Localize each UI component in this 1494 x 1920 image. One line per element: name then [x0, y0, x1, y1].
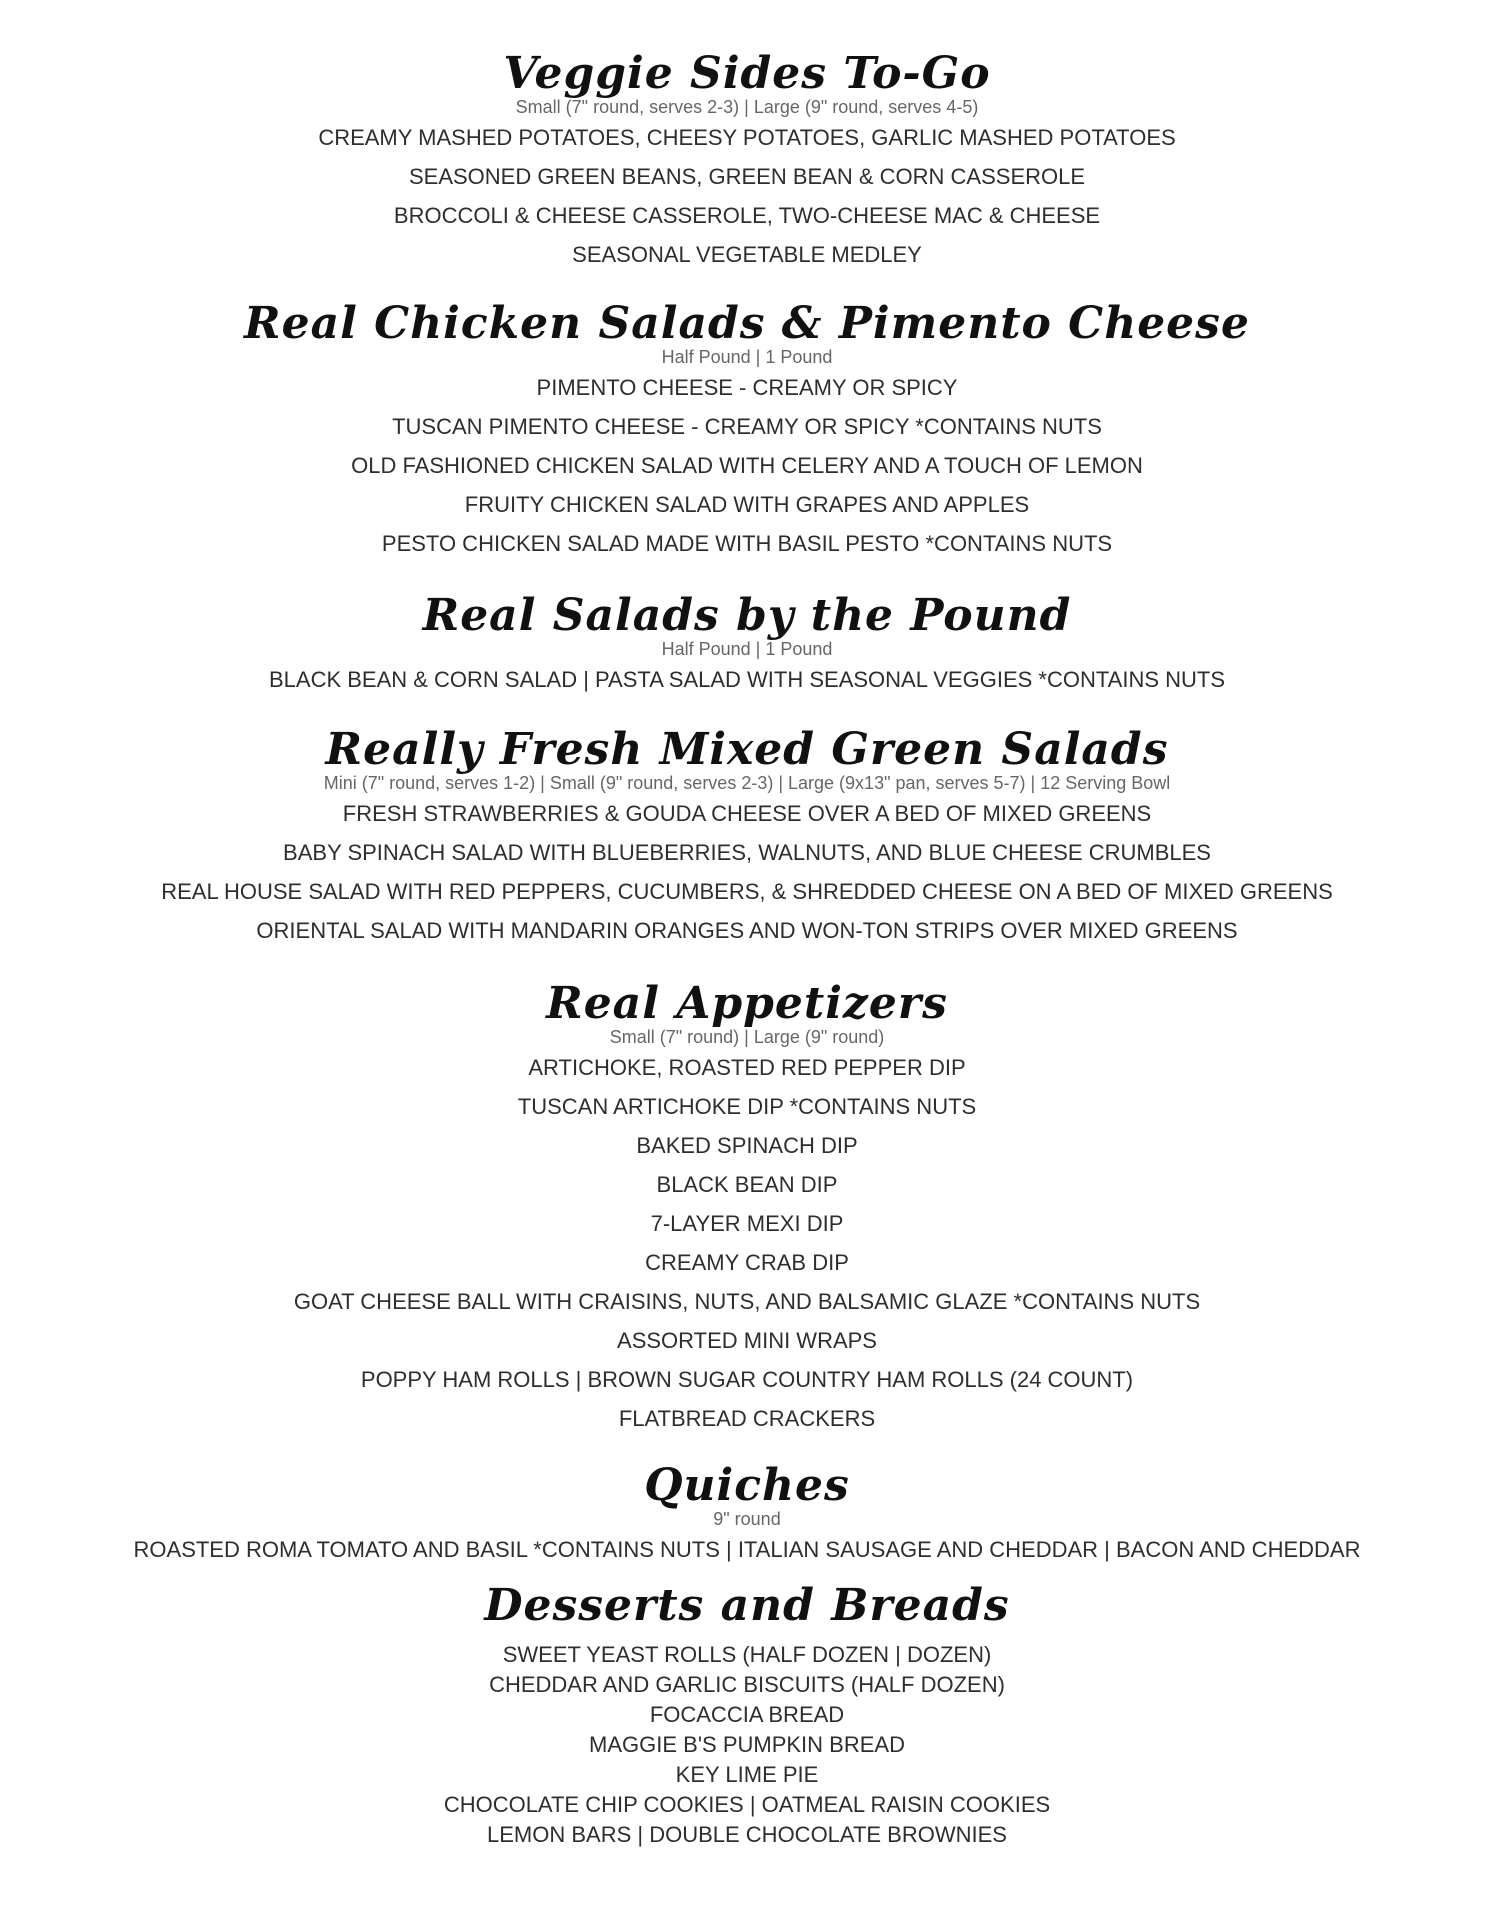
menu-item: SEASONED GREEN BEANS, GREEN BEAN & CORN CASSEROLE [408, 164, 1086, 189]
menu-item: CHEDDAR AND GARLIC BISCUITS (HALF DOZEN) [489, 1672, 1005, 1697]
section-chicken-salads [0, 298, 1494, 563]
menu-item: 7-LAYER MEXI DIP [650, 1211, 844, 1236]
section-title: Real Salads by the Pound [422, 590, 1072, 641]
menu-item: SWEET YEAST ROLLS (HALF DOZEN | DOZEN) [502, 1642, 992, 1667]
menu-item: REAL HOUSE SALAD WITH RED PEPPERS, CUCUMBERS, & SHREDDED CHEESE ON A BED OF MIXED GREENS [161, 879, 1333, 904]
menu-item: ROASTED ROMA TOMATO AND BASIL *CONTAINS NUTS | ITALIAN SAUSAGE AND CHEDDAR | BACON AND CHEDDAR [133, 1537, 1361, 1562]
menu-item: MAGGIE B'S PUMPKIN BREAD [589, 1732, 905, 1757]
menu-item: CREAMY CRAB DIP [645, 1250, 849, 1275]
menu-item: PESTO CHICKEN SALAD MADE WITH BASIL PESTO *CONTAINS NUTS [381, 531, 1113, 556]
menu-item: GOAT CHEESE BALL WITH CRAISINS, NUTS, AND BALSAMIC GLAZE *CONTAINS NUTS [293, 1289, 1201, 1314]
section-title: Real Chicken Salads & Pimento Cheese [244, 298, 1250, 349]
menu-item: FLATBREAD CRACKERS [618, 1406, 876, 1431]
menu-item: OLD FASHIONED CHICKEN SALAD WITH CELERY AND A TOUCH OF LEMON [351, 453, 1143, 478]
menu-item: BLACK BEAN DIP [656, 1172, 838, 1197]
section-title: Really Fresh Mixed Green Salads [325, 724, 1169, 775]
menu-item: CHOCOLATE CHIP COOKIES | OATMEAL RAISIN COOKIES [443, 1792, 1051, 1817]
section-desserts [0, 1580, 1494, 1850]
menu-item: ASSORTED MINI WRAPS [617, 1328, 877, 1353]
section-title: Quiches [644, 1460, 850, 1511]
size-options: Half Pound | 1 Pound [661, 347, 833, 367]
menu-item: POPPY HAM ROLLS | BROWN SUGAR COUNTRY HAM ROLLS (24 COUNT) [360, 1367, 1134, 1392]
menu-item: ORIENTAL SALAD WITH MANDARIN ORANGES AND WON-TON STRIPS OVER MIXED GREENS [256, 918, 1238, 943]
menu-item: TUSCAN ARTICHOKE DIP *CONTAINS NUTS [517, 1094, 977, 1119]
menu-item: TUSCAN PIMENTO CHEESE - CREAMY OR SPICY *CONTAINS NUTS [392, 414, 1102, 439]
size-options: Small (7" round, serves 2-3) | Large (9" round, serves 4-5) [515, 97, 979, 117]
menu-item: FOCACCIA BREAD [649, 1702, 845, 1727]
size-options: Mini (7" round, serves 1-2) | Small (9" round, serves 2-3) | Large (9x13" pan, serves 5-7) | 12 Serving Bowl [323, 773, 1171, 793]
menu-item: BABY SPINACH SALAD WITH BLUEBERRIES, WALNUTS, AND BLUE CHEESE CRUMBLES [283, 840, 1211, 865]
section-title: Desserts and Breads [484, 1580, 1010, 1631]
menu-item: CREAMY MASHED POTATOES, CHEESY POTATOES, GARLIC MASHED POTATOES [318, 125, 1176, 150]
section-title: Veggie Sides To-Go [503, 48, 991, 99]
menu-item: LEMON BARS | DOUBLE CHOCOLATE BROWNIES [487, 1822, 1007, 1847]
section-quiches [0, 1460, 1494, 1569]
section-title: Real Appetizers [546, 978, 948, 1029]
size-options: 9" round [713, 1509, 781, 1529]
menu-item: BAKED SPINACH DIP [636, 1133, 858, 1158]
section-green-salads [0, 724, 1494, 950]
size-options: Small (7" round) | Large (9" round) [609, 1027, 885, 1047]
menu-item: BLACK BEAN & CORN SALAD | PASTA SALAD WITH SEASONAL VEGGIES *CONTAINS NUTS [268, 667, 1226, 692]
menu-item: BROCCOLI & CHEESE CASSEROLE, TWO-CHEESE MAC & CHEESE [393, 203, 1101, 228]
menu-item: PIMENTO CHEESE - CREAMY OR SPICY [536, 375, 958, 400]
section-salads-by-pound [0, 590, 1494, 699]
menu-item: FRESH STRAWBERRIES & GOUDA CHEESE OVER A BED OF MIXED GREENS [342, 801, 1152, 826]
menu-item: SEASONAL VEGETABLE MEDLEY [572, 242, 922, 267]
menu-item: KEY LIME PIE [675, 1762, 819, 1787]
menu-item: ARTICHOKE, ROASTED RED PEPPER DIP [528, 1055, 966, 1080]
section-veggie-sides [0, 48, 1494, 274]
section-appetizers [0, 978, 1494, 1438]
size-options: Half Pound | 1 Pound [661, 639, 833, 659]
menu-item: FRUITY CHICKEN SALAD WITH GRAPES AND APPLES [464, 492, 1030, 517]
